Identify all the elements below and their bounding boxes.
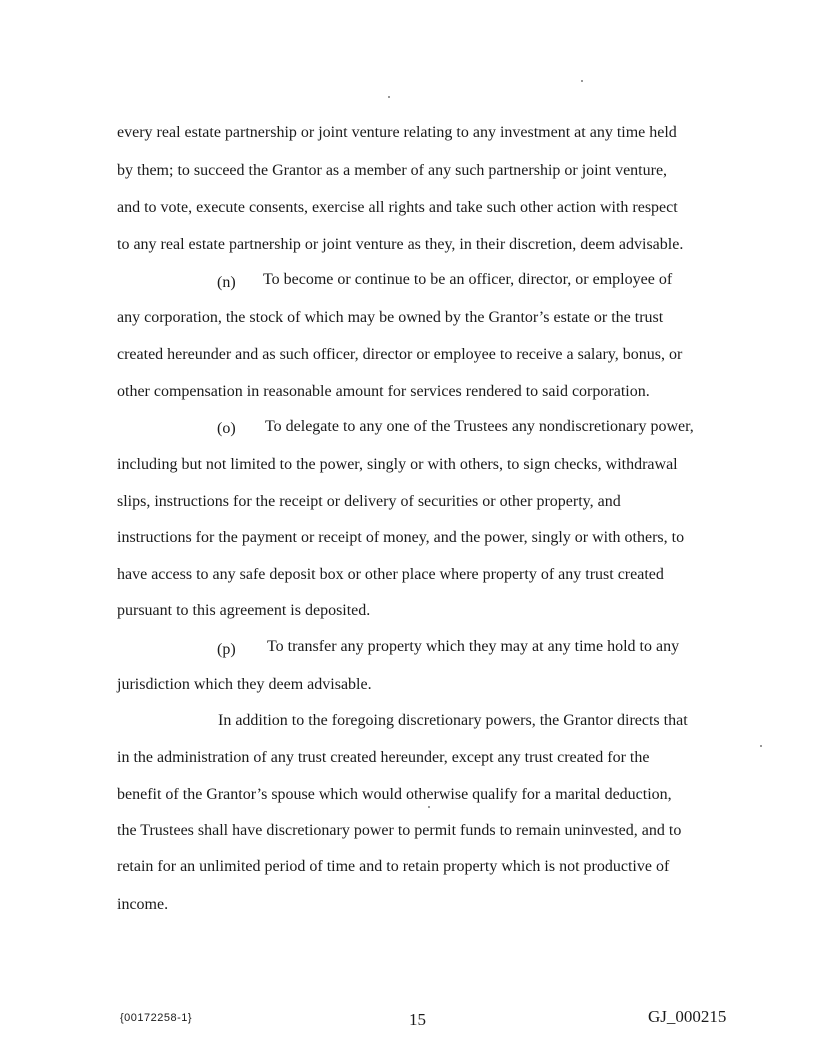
document-id: {00172258-1} — [120, 1012, 193, 1024]
body-line: by them; to succeed the Grantor as a member of any such partnership or joint venture, — [117, 162, 668, 179]
body-line: instructions for the payment or receipt of money, and the power, singly or with others, to — [117, 529, 685, 546]
body-line: other compensation in reasonable amount for services rendered to said corporation. — [117, 383, 650, 400]
body-line: and to vote, execute consents, exercise all rights and take such other action with respect — [117, 199, 678, 216]
body-line: In addition to the foregoing discretionary powers, the Grantor directs that — [218, 712, 688, 729]
body-line: To become or continue to be an officer, director, or employee of — [263, 271, 673, 288]
body-line: any corporation, the stock of which may be owned by the Grantor’s estate or the trust — [117, 309, 664, 326]
scan-speck — [581, 80, 583, 82]
body-line: pursuant to this agreement is deposited. — [117, 602, 371, 619]
body-line: created hereunder and as such officer, director or employee to receive a salary, bonus, or — [117, 346, 683, 363]
clause-label-o: (o) — [217, 420, 236, 437]
bates-number: GJ_000215 — [648, 1007, 727, 1026]
body-line: including but not limited to the power, singly or with others, to sign checks, withdrawal — [117, 456, 678, 473]
body-line: To delegate to any one of the Trustees any nondiscretionary power, — [265, 418, 694, 435]
body-line: have access to any safe deposit box or other place where property of any trust created — [117, 566, 664, 583]
clause-label-n: (n) — [217, 274, 236, 291]
body-line: income. — [117, 896, 169, 913]
body-line: To transfer any property which they may at any time hold to any — [267, 638, 680, 655]
body-line: every real estate partnership or joint venture relating to any investment at any time held — [117, 124, 677, 141]
body-line: benefit of the Grantor’s spouse which would otherwise qualify for a marital deduction, — [117, 786, 672, 803]
body-line: jurisdiction which they deem advisable. — [117, 676, 372, 693]
body-line: retain for an unlimited period of time and to retain property which is not productive of — [117, 858, 670, 875]
body-line: in the administration of any trust created hereunder, except any trust created for the — [117, 749, 650, 766]
scan-speck — [760, 745, 762, 747]
scan-speck — [428, 806, 430, 808]
body-line: slips, instructions for the receipt or delivery of securities or other property, and — [117, 493, 621, 510]
body-line: to any real estate partnership or joint venture as they, in their discretion, deem advisable. — [117, 236, 684, 253]
scan-speck — [388, 96, 390, 98]
body-line: the Trustees shall have discretionary power to permit funds to remain uninvested, and to — [117, 822, 682, 839]
clause-label-p: (p) — [217, 641, 236, 658]
page-number: 15 — [409, 1010, 426, 1029]
